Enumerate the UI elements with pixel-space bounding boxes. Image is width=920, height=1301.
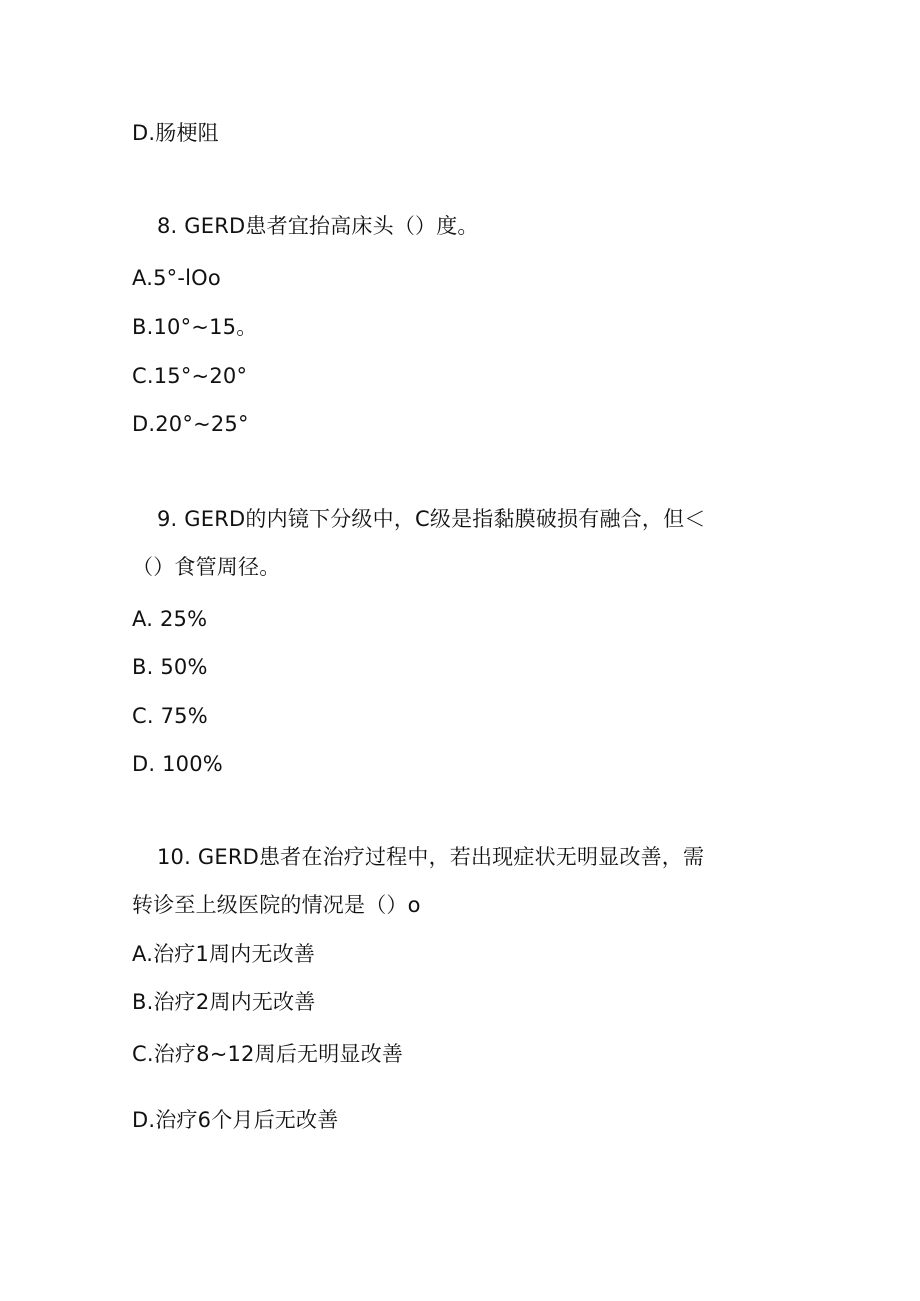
question-9-option-c: C. 75%: [132, 704, 208, 728]
question-10-stem-line-1: 10. GERD患者在治疗过程中，若出现症状无明显改善，需: [157, 845, 705, 869]
question-8-stem: 8. GERD患者宜抬高床头（）度。: [157, 214, 479, 238]
question-8-option-a: A.5°-lOo: [132, 266, 221, 290]
question-10-option-a: A.治疗1周内无改善: [132, 942, 316, 966]
prev-option-d: D.肠梗阻: [132, 121, 219, 145]
question-8-option-c: C.15°~20°: [132, 364, 248, 388]
question-8-option-b: B.10°~15。: [132, 315, 258, 339]
question-10-option-d: D.治疗6个月后无改善: [132, 1108, 339, 1132]
question-10-option-b: B.治疗2周内无改善: [132, 990, 316, 1014]
question-8-option-d: D.20°~25°: [132, 412, 249, 436]
question-9-option-a: A. 25%: [132, 607, 208, 631]
question-9-option-d: D. 100%: [132, 752, 223, 776]
question-10-stem-line-2: 转诊至上级医院的情况是（）o: [132, 893, 421, 917]
question-10-option-c: C.治疗8~12周后无明显改善: [132, 1042, 404, 1066]
question-9-stem-line-1: 9. GERD的内镜下分级中，C级是指黏膜破损有融合，但＜: [157, 507, 706, 531]
question-9-option-b: B. 50%: [132, 655, 208, 679]
question-9-stem-line-2: （）食管周径。: [132, 555, 281, 579]
